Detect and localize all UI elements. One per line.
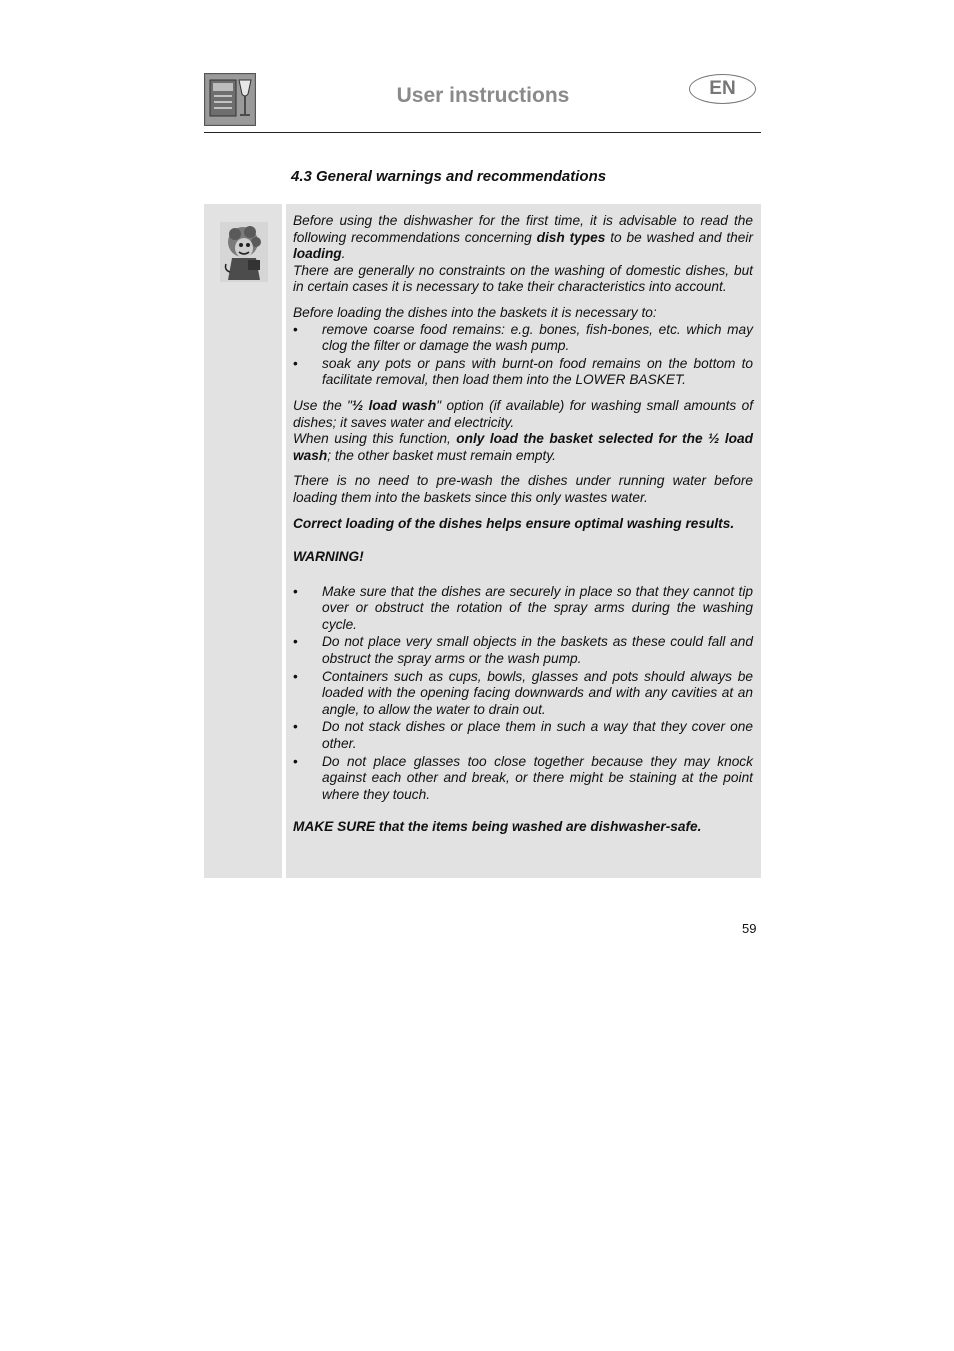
list-item — [293, 356, 753, 389]
list-item-text: Make sure that the dishes are securely in place so that they cannot tip over or obstruct the rotation of the spray arms during the washing cycle. — [322, 583, 753, 632]
half-load-text: When using this function, — [293, 431, 457, 447]
warning-list — [293, 584, 753, 804]
list-item — [293, 322, 753, 355]
before-loading-lead: Before loading the dishes into the baskets it is necessary to: — [293, 304, 657, 320]
list-item — [293, 634, 753, 667]
list-item — [293, 669, 753, 719]
half-load-text: ; the other basket must remain empty. — [327, 447, 556, 463]
recommendations-panel — [286, 204, 761, 878]
bullet-icon: • — [293, 753, 298, 769]
warning-title: WARNING! — [293, 549, 364, 565]
half-load-bold: ½ load wash — [351, 397, 437, 413]
before-loading-list — [293, 322, 753, 389]
intro-text: Before using the dishwasher for the first time, it is advisable to read the following recommendations concerning — [293, 213, 753, 245]
half-load-text: Use the " — [293, 397, 352, 413]
intro-bold-dish-types: dish types — [536, 229, 606, 245]
bullet-icon: • — [293, 634, 298, 650]
bullet-icon: • — [293, 321, 298, 337]
prewash-paragraph: There is no need to pre-wash the dishes under running water before loading them into the baskets since this only wastes water. — [293, 473, 753, 505]
list-item — [293, 584, 753, 634]
correct-loading-paragraph: Correct loading of the dishes helps ensure optimal washing results. — [293, 515, 735, 531]
list-item-text: Do not place very small objects in the baskets as these could fall and obstruct the spray arms or the wash pump. — [322, 634, 753, 667]
intro-bold-loading: loading — [293, 246, 342, 262]
list-item-text: remove coarse food remains: e.g. bones, fish-bones, etc. which may clog the filter or damage the wash pump. — [322, 321, 753, 354]
list-item-text: soak any pots or pans with burnt-on food remains on the bottom to facilitate removal, then load them into the LOWER BASKET. — [322, 355, 753, 388]
header-divider — [204, 132, 761, 133]
page-number: 59 — [742, 921, 757, 936]
list-item-text: Do not place glasses too close together because they may knock against each other and break, or there might be staining at the point where they touch. — [322, 753, 753, 802]
dishwasher-glass-icon — [204, 73, 256, 126]
section-title: 4.3 General warnings and recommendations — [291, 168, 607, 185]
intro-text: . — [341, 246, 346, 262]
intro-text: to be washed and their — [605, 229, 754, 245]
list-item-text: Do not stack dishes or place them in such a way that they cover one other. — [322, 719, 753, 752]
list-item — [293, 719, 753, 752]
final-note: MAKE SURE that the items being washed are dishwasher-safe. — [293, 819, 702, 835]
list-item-text: Containers such as cups, bowls, glasses and pots should always be loaded with the opening facing downwards and with any cavities at an angle, to allow the water to drain out. — [322, 668, 753, 717]
side-column — [204, 204, 282, 878]
cartoon-character-icon — [220, 222, 268, 282]
half-load-usage-paragraph — [293, 431, 753, 464]
language-badge: EN — [689, 74, 756, 104]
half-load-text: " option (if available) for washing small amounts of dishes; it saves water and electricity. — [293, 397, 753, 430]
half-load-paragraph — [293, 398, 753, 431]
recommendations-text — [293, 213, 753, 836]
half-load-bold: only load the basket selected for the ½ load wash — [293, 431, 753, 463]
bullet-icon: • — [293, 668, 298, 684]
list-item — [293, 754, 753, 804]
bullet-icon: • — [293, 355, 298, 371]
constraints-paragraph: There are generally no constraints on the washing of domestic dishes, but in certain cases it is necessary to take their characteristics into account. — [293, 262, 753, 295]
bullet-icon: • — [293, 719, 298, 735]
intro-paragraph — [293, 213, 753, 263]
bullet-icon: • — [293, 583, 298, 599]
page-header-title: User instructions — [396, 84, 570, 107]
